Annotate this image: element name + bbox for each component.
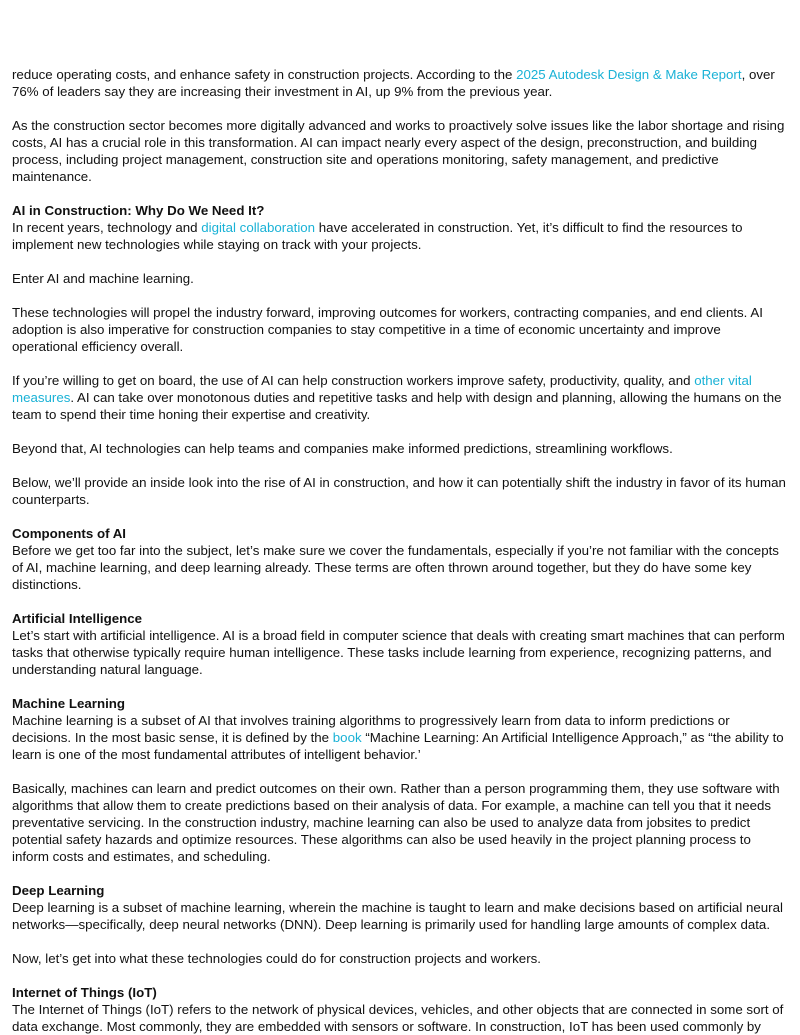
link-book[interactable]: book [332,730,362,745]
paragraph-digital-transformation: As the construction sector becomes more digitally advanced and works to proactively solve issues like the labor shortage and rising costs, AI has a crucial role in this transformation. AI can impact nearly every aspect of the design, preconstruction, and building process, including project management, construction site and operations monitoring, safety management, and predictive maintenance. [12,118,785,184]
heading-artificial-intelligence: Artificial Intelligence [12,611,143,626]
link-design-make-report[interactable]: 2025 Autodesk Design & Make Report [516,67,742,82]
heading-machine-learning: Machine Learning [12,696,126,711]
paragraph-inside-look: Below, we’ll provide an inside look into the rise of AI in construction, and how it can potentially shift the industry in favor of its human counterparts. [12,475,786,507]
section-why-ai: AI in Construction: Why Do We Need It? In recent years, technology and digital collaboration have accelerated in construction. Yet, it’s difficult to find the resources to implement new technologies while staying on track with your projects. [12,202,790,253]
heading-why-ai: AI in Construction: Why Do We Need It? [12,203,265,218]
heading-components-of-ai: Components of AI [12,526,126,541]
section-artificial-intelligence: Artificial Intelligence Let’s start with artificial intelligence. AI is a broad field in computer science that deals with creating smart machines that can perform tasks that otherwise typically require human intelligence. These tasks include learning from experience, recognizing patterns, and understanding natural language. [12,610,790,678]
section-deep-learning: Deep Learning Deep learning is a subset of machine learning, wherein the machine is taught to learn and make decisions based on artificial neural networks—specifically, deep neural networks (DNN). Deep learning is primarily used for handling large amounts of complex data. [12,882,790,933]
paragraph-informed-predictions: Beyond that, AI technologies can help teams and companies make informed predictions, streamlining workflows. [12,441,673,456]
heading-deep-learning: Deep Learning [12,883,105,898]
section-machine-learning: Machine Learning Machine learning is a subset of AI that involves training algorithms to progressively learn from data to inform predictions or decisions. In the most basic sense, it is defined by the book “Machine Learning: An Artificial Intelligence Approach,” as “the ability to learn is one of the most fundamental attributes of intelligent behavior.’ [12,695,790,763]
heading-iot: Internet of Things (IoT) [12,985,157,1000]
paragraph-enter-ai: Enter AI and machine learning. [12,271,194,286]
paragraph-machines-predict: Basically, machines can learn and predict outcomes on their own. Rather than a person programming them, they use software with algorithms that allow them to create predictions based on their analysis of data. For example, a machine can tell you that it needs preventative servicing. In the construction industry, machine learning can also be used to analyze data from jobsites to predict potential safety hazards and optimize resources. These algorithms can also be used heavily in the project planning process to inform costs and estimates, and scheduling. [12,781,780,864]
link-other-vital-measures[interactable]: other vital measures [12,373,752,405]
paragraph-get-on-board: If you’re willing to get on board, the use of AI can help construction workers improve safety, productivity, quality, and other vital measures. AI can take over monotonous duties and repetitive tasks and help with design and planning, allowing the humans on the team to spend their time honing their expertise and creativity. [12,373,782,422]
section-components-of-ai: Components of AI Before we get too far into the subject, let’s make sure we cover the fundamentals, especially if you’re not familiar with the concepts of AI, machine learning, and deep learning already. These terms are often thrown around together, but they do have some key distinctions. [12,525,790,593]
paragraph-propel-industry: These technologies will propel the industry forward, improving outcomes for workers, contracting companies, and end clients. AI adoption is also imperative for construction companies to stay competitive in a time of economic uncertainty and improve operational efficiency overall. [12,305,763,354]
paragraph-intro: reduce operating costs, and enhance safety in construction projects. According to the 2025 Autodesk Design & Make Report, over 76% of leaders say they are increasing their investment in AI, up 9% from the previous year. [12,67,775,99]
paragraph-what-technologies-do: Now, let’s get into what these technologies could do for construction projects and workers. [12,951,541,966]
section-iot: Internet of Things (IoT) The Internet of Things (IoT) refers to the network of physical devices, vehicles, and other objects that are connected in some sort of data exchange. Most commonly, they are embedded with sensors or software. In construction, IoT has been used commonly by [12,984,790,1035]
link-digital-collaboration[interactable]: digital collaboration [201,220,316,235]
